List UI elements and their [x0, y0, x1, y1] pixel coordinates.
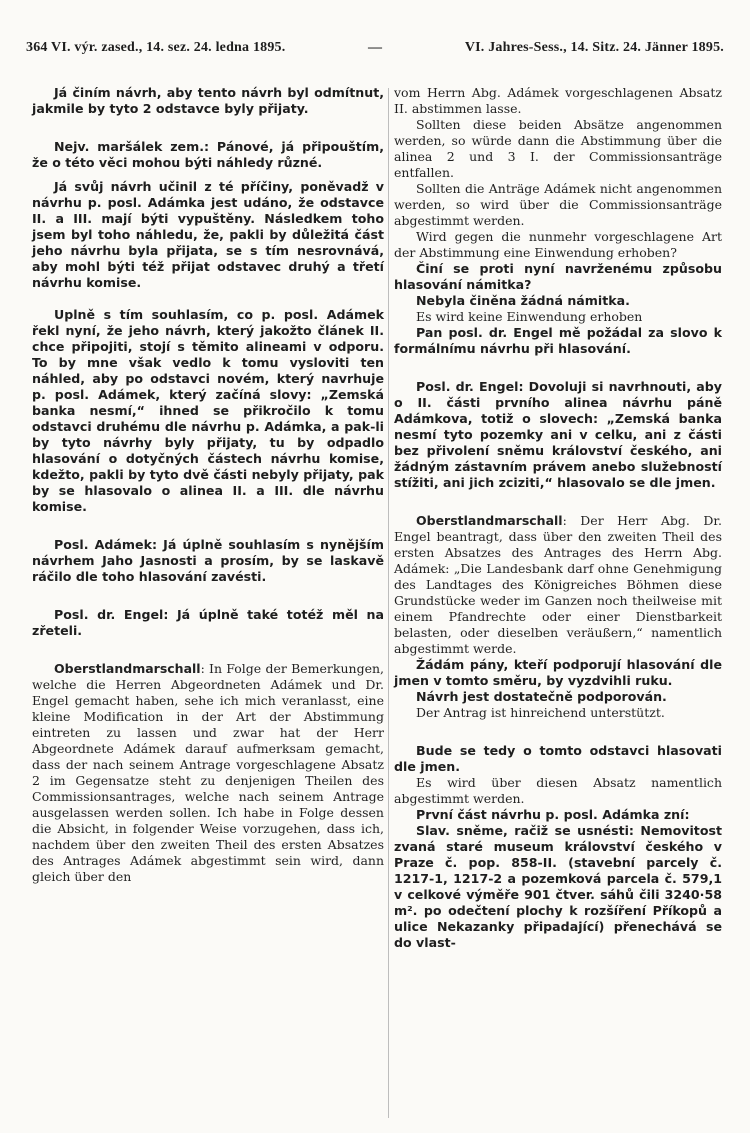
paragraph: Žádám pány, kteří podporují hlasování dle jmen v tomto směru, by vyzdvihli ruku. — [394, 657, 722, 688]
paragraph: vom Herrn Abg. Adámek vorgeschlagenen Absatz II. abstimmen lasse. — [394, 85, 722, 116]
speaker-prefix: Posl. dr. — [416, 379, 479, 394]
paragraph: Es wird über diesen Absatz namentlich abgestimmt werden. — [394, 775, 722, 806]
paragraph: Uplně s tím souhlasím, co p. posl. Adámek řekl nyní, že jeho návrh, který jakožto článek II. chce připojiti, stojí s těmito alineami v odporu. To by mne však vedlo k tomu vysloviti ten náhled, aby po odstavci novém, který navrhuje p. posl. Adámek, který začíná slovy: „Zemská banka nesmí,“ ihned se přikročilo k tomu odstavci druhému dle návrhu p. Adámka, a pak-li by tyto návrhy byly přijaty, tu by odpadlo hlasování o dotyčných částech návrhu komise, kdežto, pakli by tyto dvě části nebyly přijaty, pak by se hlasovalo o alinea II. a III. dle návrhu komise. — [32, 307, 384, 514]
speaker-name: Engel — [123, 607, 164, 622]
right-column — [394, 85, 722, 951]
paragraph-text: : In Folge der Bemerkungen, welche die Herren Abgeordneten Adámek und Dr. Engel gemacht haben, sehe ich mich veranlasst, eine kleine Modification in der Art der Abstimmung eintreten zu lassen und zwar hat der Herr Abgeordnete Adámek darauf aufmerksam gemacht, dass der nach seinem Antrage vorgeschlagene Absatz 2 im Gegensatze steht zu denjenigen Theilen des Commissionsantrages, welche nach seinem Antrage ausgelassen werden sollen. Ich habe in Folge dessen die Absicht, in folgender Weise vorzugehen, dass ich, nachdem über den zweiten Theil des ersten Absatzes des Antrages Adámek abgestimmt sein wird, dann gleich über den — [32, 661, 384, 884]
speaker-name: Adámek — [94, 537, 152, 552]
paragraph: Der Antrag ist hinreichend unterstützt. — [416, 705, 665, 720]
paragraph: Slav. sněme, račiž se usnésti: Nemovitost zvaná staré museum království českého v Praze č. pop. 858-II. (stavební parcely č. 1217-1, 1217-2 a pozemková parcela č. 579,1 v celkové výměře 901 čtver. sáhů čili 3240·58 m². po odečtení plochy k rozšíření Příkopů a ulice Nekazanky připadající) přenechává se do vlast- — [394, 823, 722, 950]
paragraph: První část návrhu p. posl. Adámka zní: — [416, 807, 690, 822]
paragraph — [32, 139, 384, 171]
paragraph: Sollten die Anträge Adámek nicht angenommen werden, so wird über die Commissionsanträge abgestimmt werden. — [394, 181, 722, 228]
paragraph — [32, 607, 384, 639]
speaker-name: Oberstlandmarschall — [54, 661, 201, 676]
speaker-prefix: Posl. — [54, 537, 95, 552]
paragraph-text: : Dovoluji si navrhnouti, aby o II. části prvního alinea návrhu páně Adámkova, totiž o slovech: „Zemská banka nesmí tyto pozemky ani v celku, ani z části bez přivolení sněmu království českého, ani žádným zástavním právem anebo služebností stížiti, ani jich zciziti,“ hlasovalo se dle jmen. — [394, 379, 723, 490]
header-dash: — — [368, 40, 383, 55]
speaker-name: Oberstlandmarschall — [416, 513, 563, 528]
paragraph: Návrh jest dostatečně podporován. — [416, 689, 667, 704]
paragraph-text: : Der Herr Abg. Dr. Engel beantragt, dass über den zweiten Theil des ersten Absatzes des Antrages des Herrn Abg. Adámek: „Die Landesbank darf ohne Genehmigung des Landtages des Königreiches Böhmen diese Grundstücke weder im Ganzen noch theilweise mit einem Pfandrechte oder einer Dienstbarkeit belasten, oder dieselben veräußern,“ namentlich abgestimmt werde. — [394, 513, 722, 656]
speaker-name: Nejv. maršálek zem. — [54, 139, 204, 154]
column-divider — [388, 88, 389, 1118]
paragraph — [32, 661, 384, 885]
paragraph: Wird gegen die nunmehr vorgeschlagene Art der Abstimmung eine Einwendung erhoben? — [394, 229, 722, 260]
paragraph: Es wird keine Einwendung erhoben — [416, 309, 643, 324]
paragraph: Nebyla činěna žádná námitka. — [416, 293, 630, 308]
paragraph-text: : Já úplně také totéž měl na zřeteli. — [32, 607, 384, 638]
page-header — [26, 40, 724, 56]
paragraph — [394, 513, 722, 657]
paragraph — [394, 379, 722, 491]
speaker-prefix: Posl. dr. — [54, 607, 124, 622]
paragraph — [32, 537, 384, 585]
paragraph-text: : Pánové, já připouštím, že o této věci mohou býti náhledy různé. — [32, 139, 384, 170]
paragraph: Činí se proti nyní navrženému způsobu hlasování námitka? — [394, 261, 722, 292]
speaker-name: Engel — [478, 379, 519, 394]
paragraph: Bude se tedy o tomto odstavci hlasovati dle jmen. — [394, 743, 722, 774]
paragraph: Já činím návrh, aby tento návrh byl odmítnut, jakmile by tyto 2 odstavce byly přijaty. — [32, 85, 384, 116]
header-right: VI. Jahres-Sess., 14. Sitz. 24. Jänner 1895. — [464, 40, 724, 55]
paragraph: Sollten diese beiden Absätze angenommen werden, so würde dann die Abstimmung über die alinea 2 und 3 I. der Commissionsanträge entfallen. — [394, 117, 722, 180]
paragraph: Pan posl. dr. Engel mě požádal za slovo k formálnímu návrhu při hlasování. — [394, 325, 722, 356]
paragraph-text: : Já úplně souhlasím s nynějším návrhem Jaho Jasnosti a prosím, by se laskavě ráčilo dle toho hlasování zavésti. — [32, 537, 384, 584]
header-left: 364 VI. výr. zased., 14. sez. 24. ledna 1895. — [26, 40, 286, 55]
paragraph: Já svůj návrh učinil z té příčiny, poněvadž v návrhu p. posl. Adámka jest udáno, že odstavce II. a III. mají býti vypuštěny. Následkem toho jsem byl toho náhledu, že, pakli by důležitá část jeho návrhu byla přijata, se s tím nesrovnává, aby mohl býti též přijat odstavec druhý a třetí návrhu komise. — [32, 179, 384, 290]
left-column — [32, 85, 384, 885]
